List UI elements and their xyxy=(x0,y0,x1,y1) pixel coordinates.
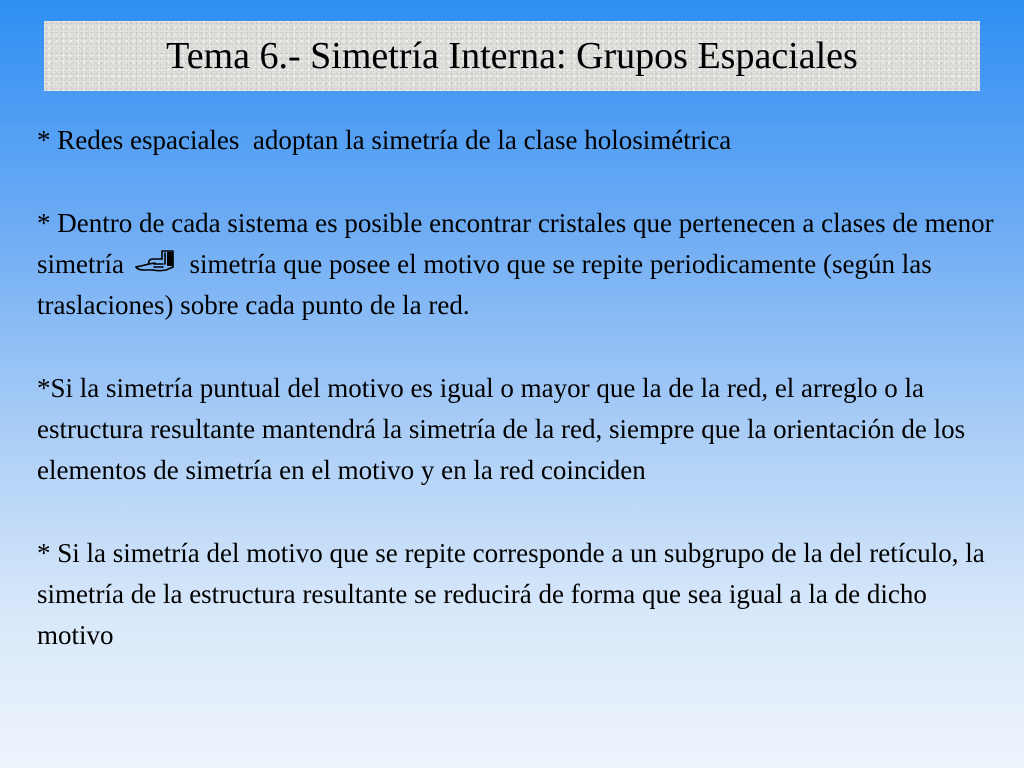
paragraph-text-after-icon: simetría que posee el motivo que se repite periodicamente (según las traslaciones) sobre cada punto de la red. xyxy=(37,249,939,320)
slide-title: Tema 6.- Simetría Interna: Grupos Espaciales xyxy=(166,35,858,77)
title-box xyxy=(44,21,980,91)
paragraph-subgrupo: * Si la simetría del motivo que se repite corresponde a un subgrupo de la del retículo, la simetría de la estructura resultante se reducirá de forma que sea igual a la de dicho motivo xyxy=(37,538,992,650)
paragraph-text-before-icon: * Dentro de cada sistema es posible encontrar cristales que pertenecen a clases de menor simetría xyxy=(37,208,1001,279)
paragraph-simetria-puntual: *Si la simetría puntual del motivo es igual o mayor que la de la red, el arreglo o la estructura resultante mantendrá la simetría de la red, siempre que la orientación de los elementos de simetría en el motivo y en la red coinciden xyxy=(37,373,972,485)
paragraph-dentro-de-cada-sistema xyxy=(37,203,1001,326)
slide-content xyxy=(37,120,1001,656)
paragraph-redes-espaciales: * Redes espaciales adoptan la simetría de la clase holosimétrica xyxy=(37,125,732,155)
pointing-hand-icon xyxy=(133,247,179,277)
